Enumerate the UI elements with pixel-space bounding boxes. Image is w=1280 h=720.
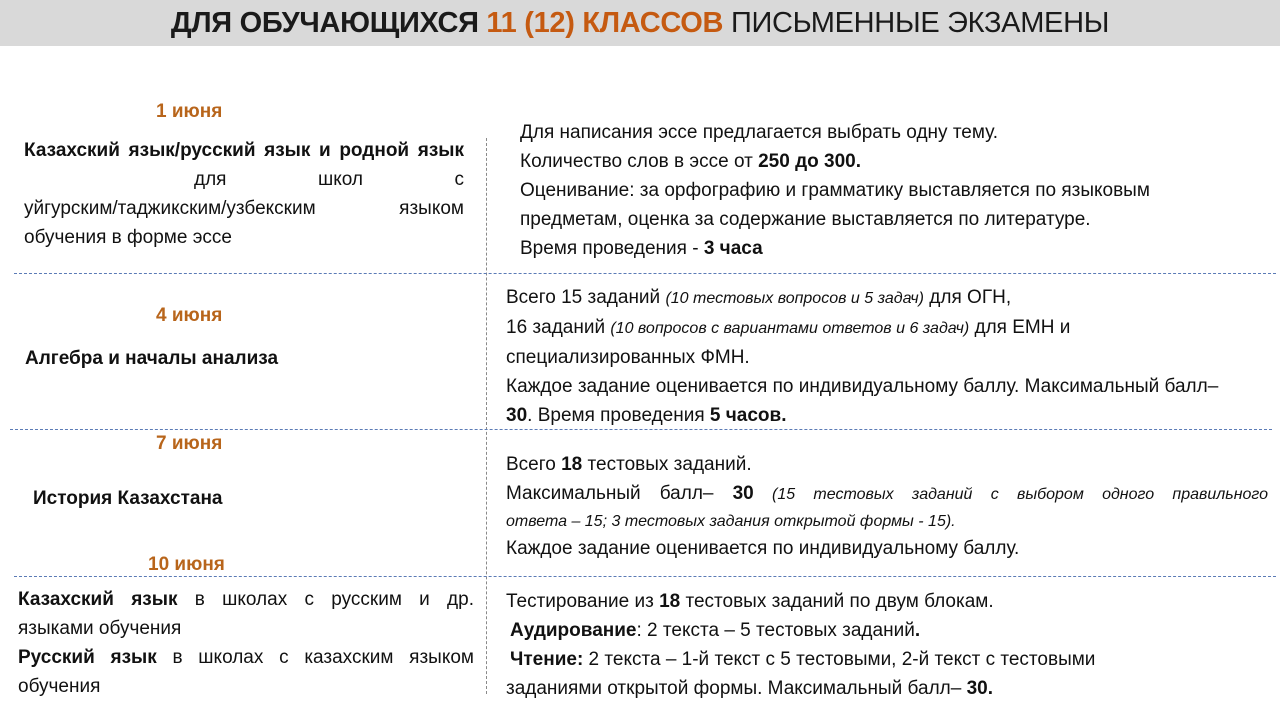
desc-row-4-line-2: Аудирование: 2 текста – 5 тестовых заданий. <box>510 620 921 641</box>
subject-row-4-line-4: обучения <box>18 676 101 697</box>
desc-row-1-line-1: Для написания эссе предлагается выбрать одну тему. <box>520 122 999 143</box>
row-separator-3 <box>14 576 1276 577</box>
description-row-2 <box>506 283 1218 430</box>
date-row-2: 4 июня <box>156 305 223 326</box>
desc-row-3-line-3: ответа – 15; 3 тестовых задания открытой формы - 15). <box>506 513 956 530</box>
subject-row-1-line-4: обучения в форме эссе <box>24 227 232 248</box>
desc-row-2-line-4: Каждое задание оценивается по индивидуальному баллу. Максимальный балл– <box>506 376 1219 397</box>
desc-row-1-line-2: Количество слов в эссе от 250 до 300. <box>520 151 861 172</box>
desc-row-1-line-4: предметам, оценка за содержание выставляется по литературе. <box>520 209 1091 230</box>
row-separator-1 <box>14 273 1276 274</box>
subject-row-1-line-2: для школ с <box>194 169 464 190</box>
desc-row-4-line-1: Тестирование из 18 тестовых заданий по двум блокам. <box>506 591 994 612</box>
desc-row-4-line-3: Чтение: 2 текста – 1-й текст с 5 тестовыми, 2-й текст с тестовыми <box>510 649 1096 670</box>
subject-row-3: История Казахстана <box>33 488 223 509</box>
desc-row-3-line-2: Максимальный балл– 30 (15 тестовых заданий с выбором одного правильного <box>506 483 1269 504</box>
subject-row-4 <box>18 585 474 701</box>
row-separator-2 <box>10 429 1272 430</box>
desc-row-1-line-3: Оценивание: за орфографию и грамматику выставляется по языковым <box>520 180 1150 201</box>
page-header <box>0 0 1280 46</box>
desc-row-4-line-4: заданиями открытой формы. Максимальный балл– 30. <box>506 678 994 699</box>
desc-row-2-line-2: 16 заданий (10 вопросов с вариантами ответов и 6 задач) для ЕМН и <box>506 317 1071 338</box>
description-row-1 <box>520 118 1150 263</box>
subject-row-4-line-1: Казахский язык в школах с русским и др. <box>18 589 474 610</box>
date-row-4: 10 июня <box>148 554 225 575</box>
description-row-4 <box>506 587 1095 703</box>
date-row-1: 1 июня <box>156 101 223 122</box>
desc-row-3-line-4: Каждое задание оценивается по индивидуальному баллу. <box>506 538 1020 559</box>
subject-row-1 <box>24 136 464 252</box>
desc-row-3-line-1: Всего 18 тестовых заданий. <box>506 454 752 475</box>
desc-row-2-line-1: Всего 15 заданий (10 тестовых вопросов и 5 задач) для ОГН, <box>506 287 1012 308</box>
subject-row-4-line-2: языками обучения <box>18 618 182 639</box>
date-row-3: 7 июня <box>156 433 223 454</box>
subject-row-4-line-3: Русский язык в школах с казахским языком <box>18 647 474 668</box>
subject-row-2: Алгебра и началы анализа <box>25 348 279 369</box>
desc-row-1-line-5: Время проведения - 3 часа <box>520 238 763 259</box>
header-part-3: ПИСЬМЕННЫЕ ЭКЗАМЕНЫ <box>723 7 1110 39</box>
desc-row-2-line-3: специализированных ФМН. <box>506 347 750 368</box>
header-part-1: ДЛЯ ОБУЧАЮЩИХСЯ <box>170 7 487 39</box>
desc-row-2-line-5: 30. Время проведения 5 часов. <box>506 405 787 426</box>
column-divider <box>486 138 487 694</box>
header-class-range: 11 (12) КЛАССОВ <box>486 7 724 39</box>
description-row-3 <box>506 450 1268 563</box>
subject-row-1-line-1: Казахский язык/русский язык и родной язык <box>24 140 464 161</box>
subject-row-1-line-3: уйгурским/таджикским/узбекским языком <box>24 198 464 219</box>
